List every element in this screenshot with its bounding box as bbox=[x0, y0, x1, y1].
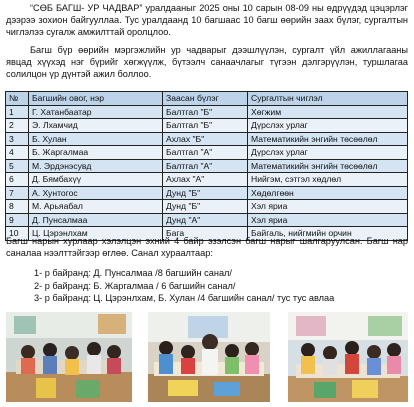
cell-teacher-name: Г. Хатанбаатар bbox=[29, 105, 163, 119]
cell-number: 5 bbox=[6, 159, 29, 173]
classroom-photo bbox=[288, 312, 408, 402]
table-row bbox=[6, 173, 408, 187]
cell-group: Балтгал "Б" bbox=[163, 105, 248, 119]
cell-number: 9 bbox=[6, 213, 29, 227]
cell-group: Дунд "Б" bbox=[163, 200, 248, 214]
cell-teacher-name: М. Эрдэнэсувд bbox=[29, 159, 163, 173]
cell-number: 7 bbox=[6, 186, 29, 200]
cell-subject: Математикийн энгийн төсөөлөл bbox=[248, 159, 408, 173]
cell-number: 4 bbox=[6, 146, 29, 160]
cell-group: Дунд "Б" bbox=[163, 186, 248, 200]
cell-number: 10 bbox=[6, 227, 29, 241]
award-item: 1- р байранд: Д. Пунсалмаа /8 багшийн санал/ bbox=[34, 268, 232, 278]
cell-number: 1 bbox=[6, 105, 29, 119]
header-teacher-name: Багшийн овог, нэр bbox=[29, 92, 163, 106]
header-subject: Сургалтын чиглэл bbox=[248, 92, 408, 106]
classroom-photo bbox=[148, 312, 270, 402]
cell-number: 2 bbox=[6, 119, 29, 133]
table-row bbox=[6, 119, 408, 133]
cell-subject: Байгаль, нийгмийн орчин bbox=[248, 227, 408, 241]
cell-group: Бага bbox=[163, 227, 248, 241]
classroom-photo bbox=[6, 312, 132, 402]
conclusion-paragraph: Багш нарын хурлаар хэлэлцэн эхний 4 байр эзэлсэн багш нарыг шалгаруулсан. Багш нар саналаа нээлттэйгээр өглөө. Санал хураалтаар: bbox=[6, 236, 408, 258]
header-number: № bbox=[6, 92, 29, 106]
cell-teacher-name: Э. Лхамчид bbox=[29, 119, 163, 133]
intro-paragraph-2: Багш бүр өөрийн мэргэжлийн ур чадварыг дээшлүүлэн, сургалт үйл ажиллагааны явцад хүүхэд нэг бүрийг хөгжүүлж, бүтээлч санаачлагыг түгээн дэлгэрүүлэн, туршлагаа солилцон үр дүнтэй ажил боллоо. bbox=[6, 45, 408, 79]
cell-subject: Дүрслэх урлаг bbox=[248, 146, 408, 160]
cell-subject: Хэл яриа bbox=[248, 200, 408, 214]
table-row bbox=[6, 132, 408, 146]
cell-teacher-name: Д. Бямбахүү bbox=[29, 173, 163, 187]
awards-list bbox=[34, 267, 404, 305]
table-row bbox=[6, 213, 408, 227]
table-header-row bbox=[6, 92, 408, 106]
cell-subject: Хөгжим bbox=[248, 105, 408, 119]
award-item: 3- р байранд: Ц. Цэрэнлхам, Б. Хулан /4 багшийн санал/ тус тус авлаа bbox=[34, 293, 335, 303]
award-item: 2- р байранд: Б. Жаргалмаа / 6 багшийн санал/ bbox=[34, 280, 236, 291]
cell-teacher-name: М. Арьяабал bbox=[29, 200, 163, 214]
cell-subject: Хөдөлгөөн bbox=[248, 186, 408, 200]
cell-group: Ахлах "Б" bbox=[163, 132, 248, 146]
table-row bbox=[6, 200, 408, 214]
photo-strip bbox=[0, 312, 414, 404]
cell-group: Дунд "А" bbox=[163, 213, 248, 227]
cell-teacher-name: Б. Хулан bbox=[29, 132, 163, 146]
teacher-results-table bbox=[5, 91, 408, 241]
table-row bbox=[6, 186, 408, 200]
cell-subject: Математикийн энгийн төсөөлөл bbox=[248, 132, 408, 146]
table-row bbox=[6, 146, 408, 160]
cell-group: Ахлах "А" bbox=[163, 173, 248, 187]
cell-subject: Нийгэм, сэтгэл хөдлөл bbox=[248, 173, 408, 187]
cell-teacher-name: Ц. Цэрэнлхам bbox=[29, 227, 163, 241]
cell-subject: Хэл яриа bbox=[248, 213, 408, 227]
table-row bbox=[6, 105, 408, 119]
cell-number: 3 bbox=[6, 132, 29, 146]
cell-subject: Дүрслэх урлаг bbox=[248, 119, 408, 133]
table-row bbox=[6, 159, 408, 173]
cell-group: Балтгал "Б" bbox=[163, 119, 248, 133]
cell-group: Балтгал "А" bbox=[163, 146, 248, 160]
cell-group: Балтгал "А" bbox=[163, 159, 248, 173]
cell-teacher-name: Д. Пунсалмаа bbox=[29, 213, 163, 227]
cell-number: 8 bbox=[6, 200, 29, 214]
header-group: Заасан бүлэг bbox=[163, 92, 248, 106]
intro-paragraph-1: “СӨБ БАГШ- УР ЧАДВАР” уралдааныг 2025 оны 10 сарын 08-09 ны өдрүүдэд цэцэрлэг дээрээ зохион байгууллаа. Тус уралдаанд 10 багшаас 10 багш өөрийн заах бүлэг, сургалтын чиглэлээ сугалж амжилттай оролцлоо. bbox=[6, 3, 408, 37]
cell-teacher-name: Б. Жаргалмаа bbox=[29, 146, 163, 160]
cell-teacher-name: А. Хунтогос bbox=[29, 186, 163, 200]
cell-number: 6 bbox=[6, 173, 29, 187]
